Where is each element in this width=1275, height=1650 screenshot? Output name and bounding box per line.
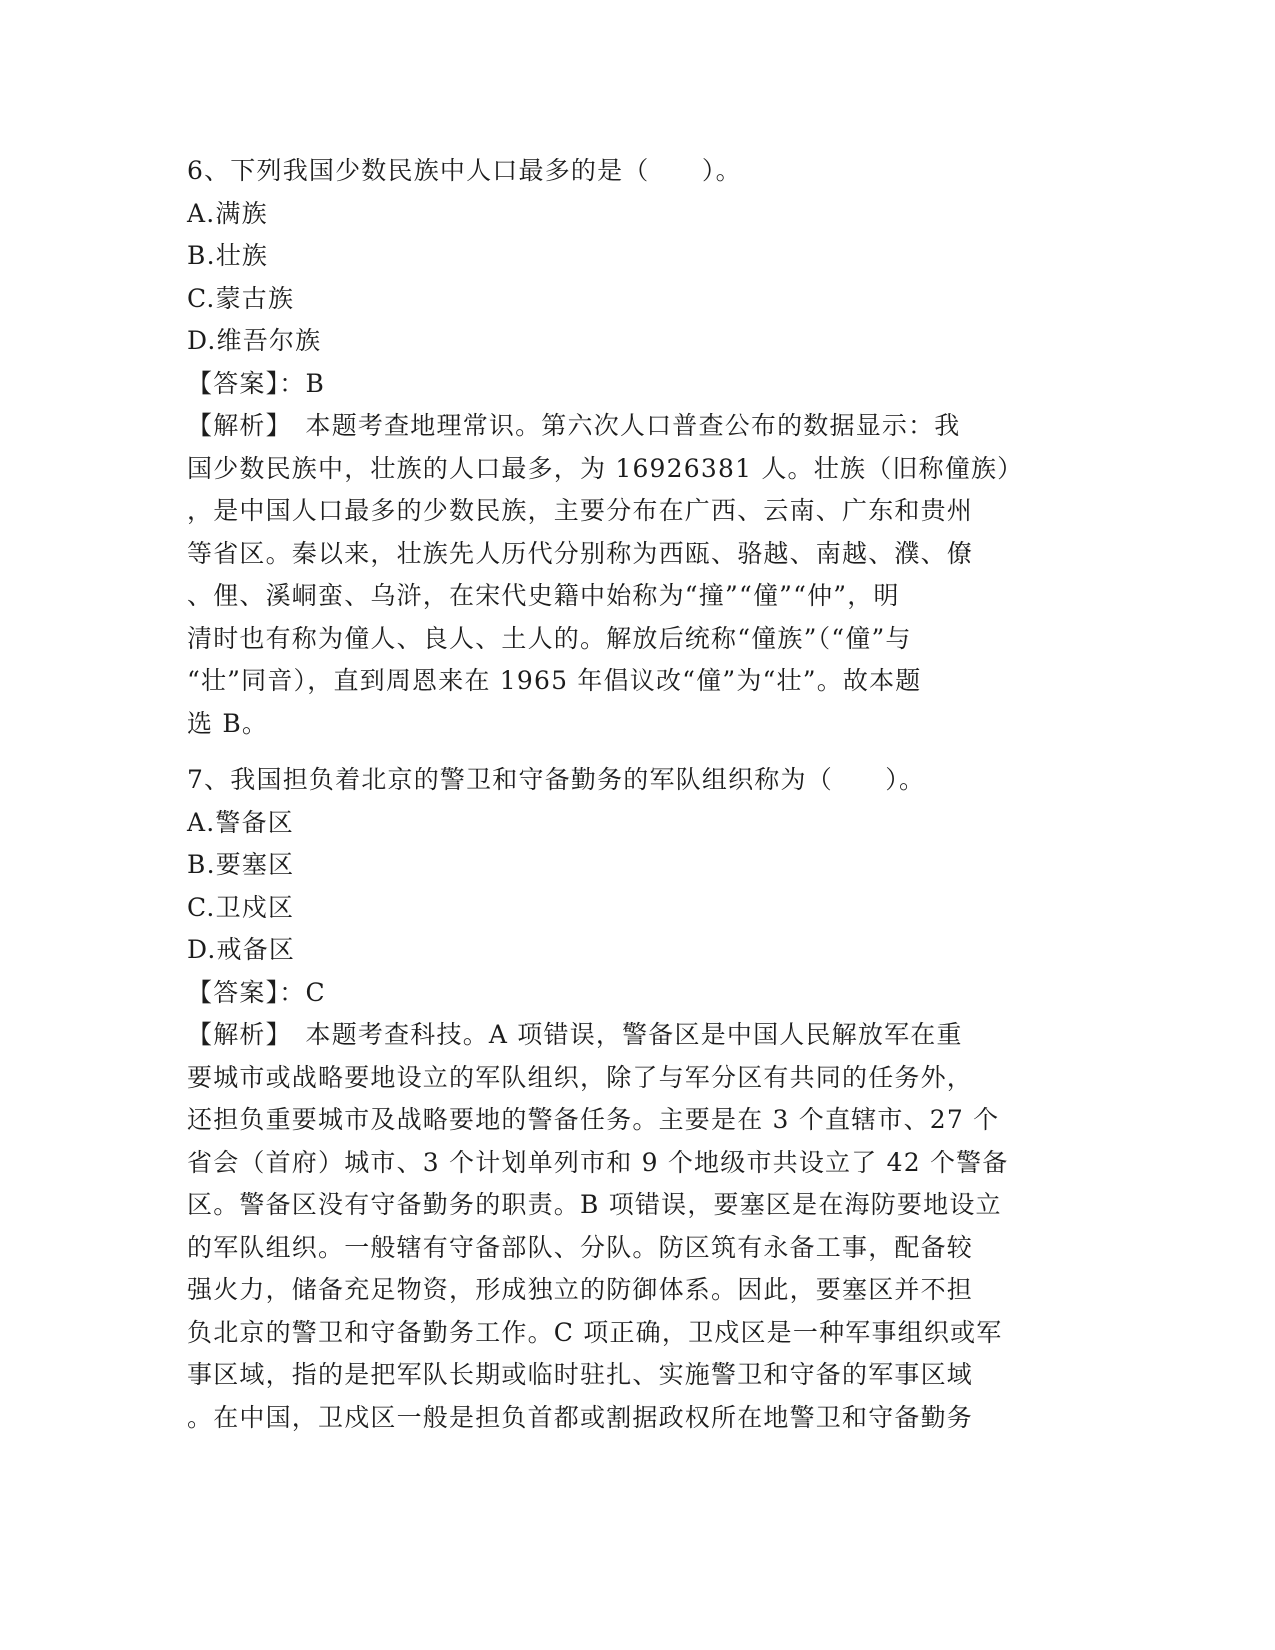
analysis-line: 【解析】 本题考查地理常识。第六次人口普查公布的数据显示：我 (187, 411, 961, 440)
analysis-line: 【解析】 本题考查科技。A 项错误，警备区是中国人民解放军在重 (187, 1020, 963, 1049)
option-c: C.卫戍区 (187, 892, 295, 922)
question-6 (187, 150, 1087, 745)
option-d: D.维吾尔族 (187, 326, 322, 355)
question-stem: 7、我国担负着北京的警卫和守备勤务的军队组织称为（ ）。 (187, 765, 926, 794)
answer-line: 【答案】：C (187, 977, 326, 1007)
analysis-line: ，是中国人口最多的少数民族，主要分布在广西、云南、广东和贵州 (187, 496, 974, 525)
option-b: B.要塞区 (187, 850, 295, 879)
question-7 (187, 759, 1087, 1439)
analysis-line: “壮”同音），直到周恩来在 1965 年倡议改“僮”为“壮”。故本题 (187, 666, 922, 695)
analysis-line: 、俚、溪峒蛮、乌浒，在宋代史籍中始称为“撞”“僮”“仲”，明 (187, 581, 900, 610)
option-a: A.满族 (187, 198, 268, 228)
question-stem: 6、下列我国少数民族中人口最多的是（ ）。 (187, 156, 742, 185)
option-c: C.蒙古族 (187, 283, 295, 313)
analysis-line: 选 B。 (187, 708, 269, 738)
option-d: D.戒备区 (187, 935, 296, 964)
analysis-line: 还担负重要城市及战略要地的警备任务。主要是在 3 个直辖市、27 个 (187, 1105, 1000, 1134)
analysis-line: 省会（首府）城市、3 个计划单列市和 9 个地级市共设立了 42 个警备 (187, 1147, 1009, 1177)
analysis-line: 清时也有称为僮人、良人、土人的。解放后统称“僮族”（“僮”与 (187, 623, 912, 653)
answer-line: 【答案】：B (187, 368, 326, 398)
analysis-line: 区。警备区没有守备勤务的职责。B 项错误，要塞区是在海防要地设立 (187, 1190, 1002, 1219)
question-spacer (187, 745, 1087, 759)
analysis-line: 要城市或战略要地设立的军队组织，除了与军分区有共同的任务外， (187, 1062, 974, 1092)
document-page (187, 150, 1087, 1439)
analysis-line: 国少数民族中，壮族的人口最多，为 16926381 人。壮族（旧称僮族） (187, 453, 1024, 483)
analysis-line: 强火力，储备充足物资，形成独立的防御体系。因此，要塞区并不担 (187, 1275, 974, 1304)
option-a: A.警备区 (187, 807, 295, 837)
option-b: B.壮族 (187, 241, 269, 270)
analysis-line: 等省区。秦以来，壮族先人历代分别称为西瓯、骆越、南越、濮、僚 (187, 538, 974, 568)
analysis-line: 的军队组织。一般辖有守备部队、分队。防区筑有永备工事，配备较 (187, 1232, 974, 1262)
analysis-line: 负北京的警卫和守备勤务工作。C 项正确，卫戍区是一种军事组织或军 (187, 1317, 1003, 1347)
analysis-line: 。在中国，卫戍区一般是担负首都或割据政权所在地警卫和守备勤务 (187, 1402, 974, 1432)
analysis-line: 事区域，指的是把军队长期或临时驻扎、实施警卫和守备的军事区域 (187, 1360, 974, 1389)
